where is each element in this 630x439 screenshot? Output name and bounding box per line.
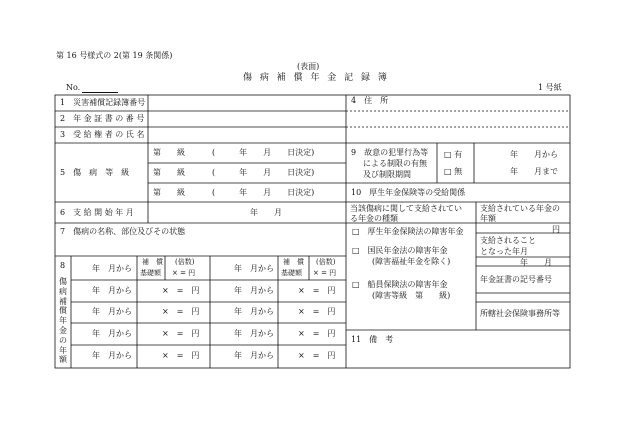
field-injury-grade-label: 5 傷 病 等 級 bbox=[60, 168, 130, 177]
annual-header-mult-bottom-1: × = 円 bbox=[172, 269, 196, 277]
annual-row-formula: × = 円 bbox=[298, 351, 336, 360]
pension-amount-yen: 円 bbox=[552, 225, 560, 234]
form-number: 第 16 号様式の 2(第 19 条関係) bbox=[56, 51, 173, 60]
restriction-label-2: による制限の有無 bbox=[363, 159, 427, 168]
start-date-label-1: 支給されること bbox=[480, 236, 536, 245]
start-date-label-2: となった年月 bbox=[480, 247, 528, 256]
field-address-label: 4 住 所 bbox=[351, 96, 389, 105]
annual-row-period: 年 月から bbox=[92, 329, 132, 338]
annual-row-formula: × = 円 bbox=[298, 307, 336, 316]
page-label: 1 号紙 bbox=[538, 83, 562, 92]
side-label: (表面) bbox=[297, 62, 320, 71]
annual-row-period: 年 月から bbox=[234, 351, 274, 360]
annual-row-period: 年 月から bbox=[92, 307, 132, 316]
annual-header-period-1: 年 月から bbox=[92, 264, 132, 273]
annual-row-period: 年 月から bbox=[92, 286, 132, 295]
annual-row-period: 年 月から bbox=[234, 307, 274, 316]
page-title: 傷 病 補 償 年 金 記 録 簿 bbox=[243, 73, 390, 83]
annual-header-mult-top-2: (倍数) bbox=[316, 258, 336, 266]
annual-row-formula: × = 円 bbox=[162, 329, 200, 338]
field-recipient-name-label: 3 受 給 権 者 の 氏 名 bbox=[60, 130, 145, 139]
annual-row-formula: × = 円 bbox=[162, 286, 200, 295]
option-national-pension-checkbox[interactable]: □ 国民年金法の障害年金 bbox=[352, 246, 448, 255]
field-annual-amount-label: 傷 病 補 償 年 金 の 年 額 bbox=[59, 277, 67, 365]
annual-row-period: 年 月から bbox=[92, 351, 132, 360]
grade-entry-1: 第 級 bbox=[153, 148, 185, 157]
field-start-month-label: 6 支 給 開 始 年 月 bbox=[60, 208, 134, 217]
option-seaman-insurance-checkbox[interactable]: □ 船員保険法の障害年金 bbox=[352, 280, 448, 289]
annual-row-formula: × = 円 bbox=[162, 307, 200, 316]
restriction-label-3: 及び制限期間 bbox=[363, 170, 411, 179]
grade-date-3: ( 年 月 日決定) bbox=[212, 188, 315, 197]
grade-date-1: ( 年 月 日決定) bbox=[212, 148, 315, 157]
annual-header-period-2: 年 月から bbox=[234, 264, 274, 273]
start-date-value: 年 月 bbox=[520, 258, 552, 267]
annual-row-formula: × = 円 bbox=[298, 286, 336, 295]
field-certificate-number-label: 2 年 金 証 書 の 番 号 bbox=[60, 114, 145, 123]
grade-date-2: ( 年 月 日決定) bbox=[212, 168, 315, 177]
certificate-code-label: 年金証書の記号番号 bbox=[480, 275, 552, 284]
annual-row-period: 年 月から bbox=[234, 329, 274, 338]
restriction-yes-checkbox[interactable]: □ 有 bbox=[444, 150, 463, 159]
grade-entry-2: 第 級 bbox=[153, 168, 185, 177]
option-seaman-insurance-note: (障害等級 第 級) bbox=[372, 291, 451, 300]
annual-row-formula: × = 円 bbox=[162, 351, 200, 360]
annual-header-mult-bottom-2: × = 円 bbox=[313, 269, 337, 277]
remarks-label: 11 備 考 bbox=[351, 335, 394, 344]
no-label: No. bbox=[66, 83, 81, 92]
pension-relation-label: 10 厚生年金保険等の受給関係 bbox=[351, 188, 466, 197]
restriction-to: 年 月まで bbox=[510, 167, 558, 176]
option-welfare-pension-checkbox[interactable]: □ 厚生年金保険法の障害年金 bbox=[352, 227, 464, 236]
annual-header-base-top-1: 補 償 bbox=[142, 258, 163, 266]
pension-amount-header-2: 年額 bbox=[480, 214, 496, 223]
field-injury-description-label: 7 傷病の名称、部位及びその状態 bbox=[60, 227, 186, 236]
annual-header-mult-top-1: (倍数) bbox=[175, 258, 195, 266]
annual-header-base-bottom-2: 基礎額 bbox=[281, 269, 302, 277]
pension-type-header-1: 当該傷病に関して支給されてい bbox=[350, 204, 462, 213]
annual-row-formula: × = 円 bbox=[298, 329, 336, 338]
field-annual-amount-number: 8 bbox=[60, 261, 66, 270]
option-national-pension-note: (障害福祉年金を除く) bbox=[372, 257, 451, 266]
restriction-label-1: 9 故意の犯罪行為等 bbox=[351, 148, 429, 157]
pension-amount-header-1: 支給されている年金の bbox=[480, 204, 560, 213]
annual-row-period: 年 月から bbox=[234, 286, 274, 295]
annual-header-base-top-2: 補 償 bbox=[283, 258, 304, 266]
field-start-month-value: 年 月 bbox=[250, 208, 282, 217]
restriction-from: 年 月から bbox=[510, 150, 558, 159]
annual-header-base-bottom-1: 基礎額 bbox=[140, 269, 161, 277]
pension-type-header-2: る年金の種類 bbox=[350, 214, 398, 223]
field-record-number-label: 1 災害補償記録簿番号 bbox=[60, 98, 146, 107]
social-insurance-office-label: 所轄社会保険事務所等 bbox=[480, 309, 560, 318]
restriction-no-checkbox[interactable]: □ 無 bbox=[444, 167, 463, 176]
grade-entry-3: 第 級 bbox=[153, 188, 185, 197]
